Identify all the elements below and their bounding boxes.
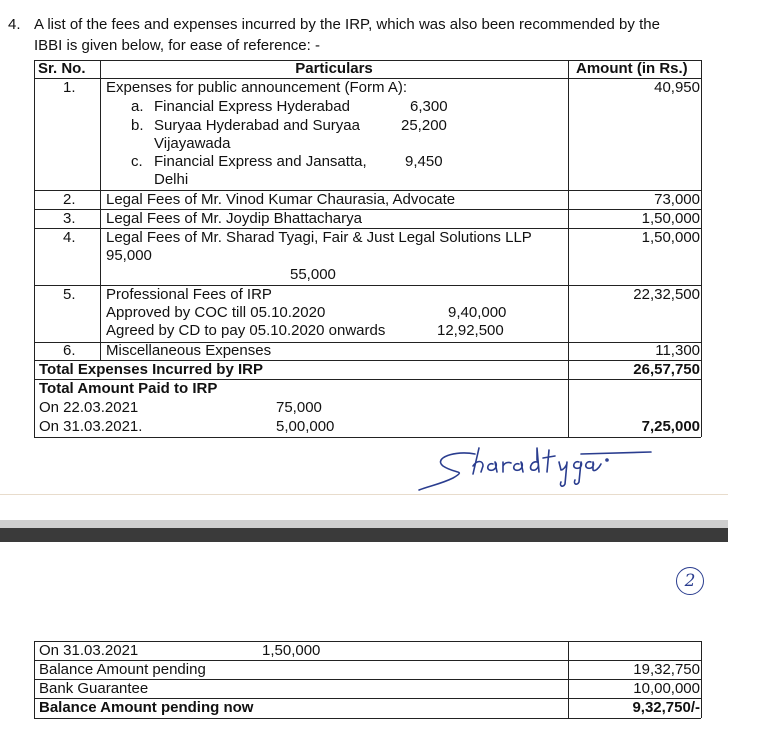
row5-sr: 5. [63,286,76,303]
row1-c-label: c. [131,153,143,170]
row3-amount: 1,50,000 [641,210,700,227]
item-number: 4. [8,16,21,33]
paid-2-date: On 31.03.2021. [39,418,143,435]
header-particulars: Particulars [295,60,373,77]
page-break-bar [0,528,728,542]
balance-pending-label: Balance Amount pending [39,661,206,678]
balance-pending-amount: 19,32,750 [633,661,700,678]
total-expenses-label: Total Expenses Incurred by IRP [39,361,263,378]
intro-line-2: IBBI is given below, for ease of reference: - [34,37,320,54]
row6-text: Miscellaneous Expenses [106,342,272,359]
bank-guarantee-amount: 10,00,000 [633,680,700,697]
balance-r1-amount: 1,50,000 [262,642,321,659]
page-number-badge [676,567,704,595]
row6-amount: 11,300 [655,342,700,359]
header-amount: Amount (in Rs.) [576,60,688,77]
row4-sr: 4. [63,229,76,246]
row1-title: Expenses for public announcement (Form A): [106,79,407,96]
page-break-shadow [0,520,728,528]
row5-line-1-amount: 9,40,000 [448,304,507,321]
row5-text: Professional Fees of IRP [106,286,272,303]
row1-c-text: Financial Express and Jansatta, [154,153,367,170]
row4-text: Legal Fees of Mr. Sharad Tyagi, Fair & Just Legal Solutions LLP [106,229,532,246]
row5-line-2-amount: 12,92,500 [437,322,504,339]
balance-now-amount: 9,32,750/- [632,699,700,716]
row3-sr: 3. [63,210,76,227]
row5-amount: 22,32,500 [633,286,700,303]
row1-c-amount: 9,450 [405,153,443,170]
paid-1-amount: 75,000 [276,399,322,416]
row3-text: Legal Fees of Mr. Joydip Bhattacharya [106,210,362,227]
bank-guarantee-label: Bank Guarantee [39,680,149,697]
row1-sr: 1. [63,79,76,96]
row1-amount: 40,950 [654,79,700,96]
row4-amount: 1,50,000 [641,229,700,246]
row1-b-text-2: Vijayawada [154,135,231,152]
total-paid-label: Total Amount Paid to IRP [39,380,218,397]
row1-a-label: a. [131,98,144,115]
header-sr-no: Sr. No. [38,60,86,77]
balance-now-label: Balance Amount pending now [39,699,254,716]
row6-sr: 6. [63,342,76,359]
paid-1-date: On 22.03.2021 [39,399,139,416]
balance-r1-date: On 31.03.2021 [39,642,139,659]
intro-line-1: A list of the fees and expenses incurred by the IRP, which was also been recommended by the [34,16,660,33]
row1-c-text-2: Delhi [154,171,189,188]
total-expenses-amount: 26,57,750 [633,361,700,378]
row2-amount: 73,000 [654,191,700,208]
signature-image [415,440,655,495]
row5-line-1: Approved by COC till 05.10.2020 [106,304,326,321]
row4-sub-1: 95,000 [106,247,152,264]
row1-a-amount: 6,300 [410,98,448,115]
row5-line-2: Agreed by CD to pay 05.10.2020 onwards [106,322,386,339]
page-number: 2 [684,571,696,591]
row2-text: Legal Fees of Mr. Vinod Kumar Chaurasia, Advocate [106,191,456,208]
row1-b-text: Suryaa Hyderabad and Suryaa [154,117,360,134]
paid-2-amount: 5,00,000 [276,418,335,435]
row1-b-label: b. [131,117,144,134]
row1-a-text: Financial Express Hyderabad [154,98,350,115]
row1-b-amount: 25,200 [401,117,447,134]
total-paid-amount: 7,25,000 [641,418,700,435]
page-edge [0,494,728,495]
row2-sr: 2. [63,191,76,208]
row4-sub-2: 55,000 [290,266,336,283]
